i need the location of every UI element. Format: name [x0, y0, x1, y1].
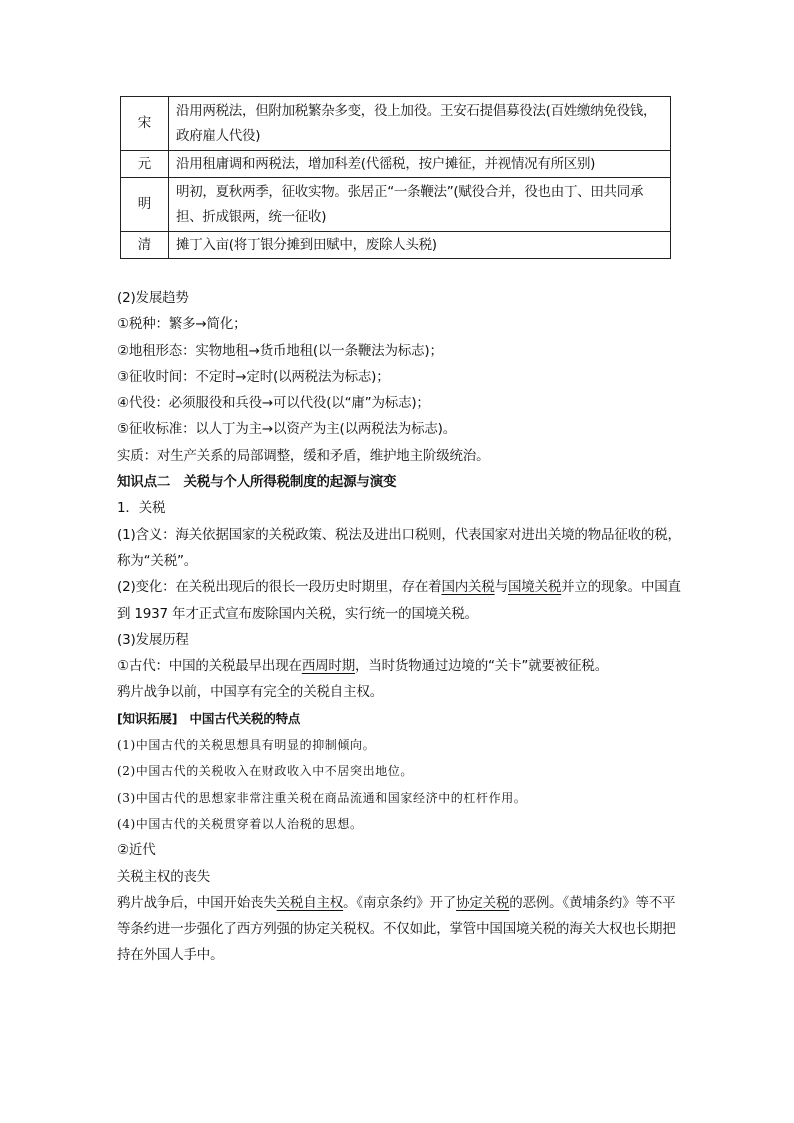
trend-item: ④代役：必须服役和兵役→可以代役(以“庸”为标志)；: [117, 395, 430, 412]
text-run: 。《南京条约》开了: [343, 894, 457, 911]
era-cell: 宋: [121, 97, 169, 151]
era-cell: 清: [121, 232, 169, 259]
table-row: [121, 232, 671, 259]
subsection-heading: 1．关税: [117, 500, 166, 517]
text-run: 并立的现象。中国直到 1937 年才正式宣布废除国内关税，实行统一的国境关税。: [117, 579, 681, 622]
extension-item: (4)中国古代的关税贯穿着以人治税的思想。: [117, 816, 363, 831]
loss-paragraph: [117, 890, 683, 969]
trend-item: ⑤征收标准：以人丁为主→以资产为主(以两税法为标志)。: [117, 421, 457, 438]
trend-item: ③征收时间：不定时→定时(以两税法为标志)；: [117, 368, 390, 385]
text-run: 与: [494, 579, 508, 596]
trend-item: ①税种：繁多→简化；: [117, 316, 247, 333]
desc-cell: 沿用租庸调和两税法，增加科差(代徭税，按户摊征，并视情况有所区别): [169, 151, 671, 178]
era-cell: 元: [121, 151, 169, 178]
underlined-term: 国境关税: [507, 579, 562, 596]
underlined-term: 西周时期: [301, 658, 356, 675]
underlined-term: 关税自主权: [276, 894, 344, 911]
table-row: [121, 97, 671, 151]
desc-cell: 摊丁入亩(将丁银分摊到田赋中，废除人头税): [169, 232, 671, 259]
modern-heading: ②近代: [117, 842, 156, 859]
pre-opium-line: 鸦片战争以前，中国享有完全的关税自主权。: [117, 684, 383, 701]
text-run: 的恶例。《黄埔条约》等不平等条约进一步强化了西方列强的协定关税权。不仅如此，掌管中国国境关税的海关大权也长期把持在外国人手中。: [117, 894, 676, 964]
text-run: ，当时货物通过边境的“关卡”就要被征税。: [355, 658, 609, 675]
era-cell: 明: [121, 178, 169, 232]
underlined-term: 国内关税: [441, 579, 495, 596]
text-run: ①古代：中国的关税最早出现在: [117, 658, 302, 675]
desc-cell: 明初，夏秋两季，征收实物。张居正“一条鞭法”(赋役合并，役也由丁、田共同承担、折成银两，统一征收): [169, 178, 671, 232]
underlined-term: 协定关税: [456, 894, 510, 911]
extension-item: (1)中国古代的关税思想具有明显的抑制倾向。: [117, 738, 376, 753]
ancient-line: [117, 653, 683, 679]
essence-text: 实质：对生产关系的局部调整，缓和矛盾，维护地主阶级统治。: [117, 447, 490, 464]
change-paragraph: [117, 574, 683, 627]
trend-heading: (2)发展趋势: [117, 290, 189, 306]
text-run: (2)变化：在关税出现后的很长一段历史时期里，存在着: [117, 579, 442, 596]
extension-title: [知识拓展] 中国古代关税的特点: [117, 710, 301, 726]
history-heading: (3)发展历程: [117, 631, 189, 648]
section-title: 知识点二 关税与个人所得税制度的起源与演变: [117, 474, 397, 491]
text-run: 鸦片战争后，中国开始丧失: [117, 894, 277, 911]
desc-cell: 沿用两税法，但附加税繁杂多变，役上加役。王安石提倡募役法(百姓缴纳免役钱，政府雇人代役): [169, 97, 671, 151]
tax-dynasty-table: [120, 96, 671, 259]
loss-heading: 关税主权的丧失: [117, 868, 211, 885]
extension-item: (2)中国古代的关税收入在财政收入中不居突出地位。: [117, 764, 413, 779]
table-row: [121, 178, 671, 232]
meaning-paragraph: (1)含义：海关依据国家的关税政策、税法及进出口税则，代表国家对进出关境的物品征收的税，称为“关税”。: [117, 526, 681, 569]
trend-item: ②地租形态：实物地租→货币地租(以一条鞭法为标志)；: [117, 342, 443, 359]
document-body: [117, 285, 683, 969]
extension-item: (3)中国古代的思想家非常注重关税在商品流通和国家经济中的杠杆作用。: [117, 790, 527, 805]
table-row: [121, 151, 671, 178]
